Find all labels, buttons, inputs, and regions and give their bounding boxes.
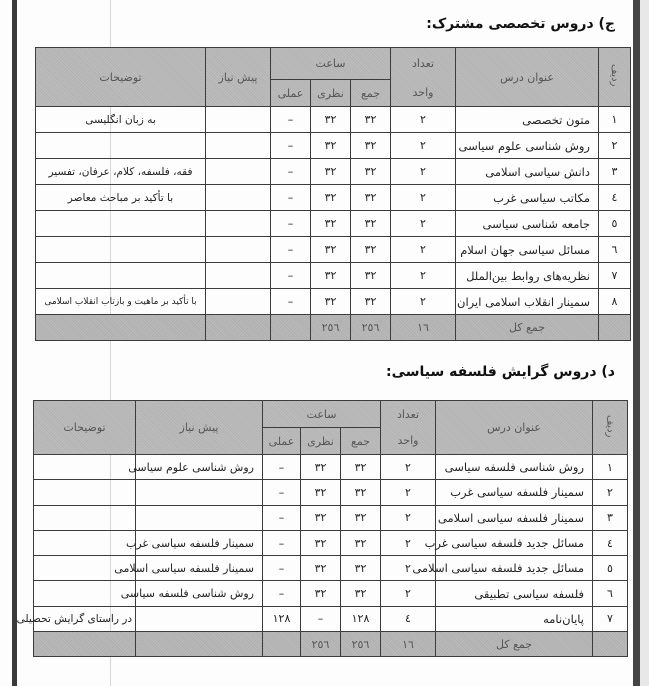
course-practical-hours: – — [271, 237, 311, 263]
header-hours: ساعت — [271, 48, 391, 80]
course-total-hours: ۳۲ — [341, 581, 381, 606]
course-prerequisite — [206, 211, 271, 237]
course-number: ٥ — [593, 556, 628, 581]
course-prerequisite — [136, 505, 263, 530]
course-row — [36, 237, 631, 263]
total-label: جمع کل — [436, 632, 593, 657]
course-number: ٥ — [599, 211, 631, 237]
course-number: ۸ — [599, 289, 631, 315]
course-number: ۱ — [593, 455, 628, 480]
section-c-title: ج) دروس تخصصی مشترک: — [426, 16, 615, 32]
course-practical-hours: – — [271, 289, 311, 315]
course-theory-hours: ۳۲ — [301, 530, 341, 555]
course-number: ۲ — [593, 480, 628, 505]
course-practical-hours: – — [263, 556, 301, 581]
header-course-title: عنوان درس — [436, 401, 593, 455]
header-total: جمع — [351, 80, 391, 107]
course-theory-hours: ۳۲ — [311, 289, 351, 315]
section-d-title: د) دروس گرایش فلسفه سیاسی: — [385, 364, 615, 380]
course-prerequisite — [206, 133, 271, 159]
course-units: ۲ — [381, 505, 436, 530]
course-total-hours: ۳۲ — [341, 530, 381, 555]
header-theory: نظری — [311, 80, 351, 107]
course-units: ۲ — [391, 237, 456, 263]
course-number: ۲ — [599, 133, 631, 159]
course-total-hours: ۳۲ — [351, 107, 391, 133]
common-specialized-courses-table — [35, 47, 631, 341]
course-title: روش شناسی فلسفه سیاسی — [436, 455, 593, 480]
course-units: ۲ — [381, 455, 436, 480]
header-radif: ردیف — [593, 401, 628, 455]
header-total: جمع — [341, 428, 381, 455]
course-units: ۲ — [391, 211, 456, 237]
course-prerequisite — [136, 606, 263, 631]
course-number: ۷ — [593, 606, 628, 631]
course-practical-hours: – — [271, 159, 311, 185]
course-notes — [36, 133, 206, 159]
course-total-hours: ۳۲ — [351, 133, 391, 159]
course-units: ٤ — [381, 606, 436, 631]
header-units-line2: واحد — [381, 428, 436, 455]
total-practical — [263, 632, 301, 657]
total-prereq — [206, 315, 271, 341]
course-row — [36, 133, 631, 159]
course-theory-hours: ۳۲ — [301, 480, 341, 505]
course-row — [34, 505, 628, 530]
political-philosophy-courses-table — [16, 400, 628, 657]
total-hours: ۲٥٦ — [341, 632, 381, 657]
header-practical: عملی — [263, 428, 301, 455]
course-number: ۳ — [593, 505, 628, 530]
course-theory-hours: ۳۲ — [311, 237, 351, 263]
course-row — [34, 480, 628, 505]
course-number: ٤ — [599, 185, 631, 211]
course-practical-hours: – — [271, 185, 311, 211]
header-units-line2: واحد — [391, 80, 456, 107]
course-notes — [34, 455, 136, 480]
course-theory-hours: ۳۲ — [311, 263, 351, 289]
course-title: مسائل جدید فلسفه سیاسی غرب — [436, 530, 593, 555]
header-units-line1: تعداد — [391, 48, 456, 80]
header-notes: توضیحات — [34, 401, 136, 455]
course-number: ٦ — [593, 581, 628, 606]
header-radif: ردیف — [599, 48, 631, 107]
total-theory: ۲٥٦ — [311, 315, 351, 341]
course-title: جامعه شناسی سیاسی — [456, 211, 599, 237]
course-units: ۲ — [391, 107, 456, 133]
header-units-line1: تعداد — [381, 401, 436, 428]
course-practical-hours: – — [263, 505, 301, 530]
course-number: ۱ — [599, 107, 631, 133]
course-practical-hours: – — [271, 133, 311, 159]
course-title: مسائل سیاسی جهان اسلام — [456, 237, 599, 263]
course-prerequisite — [206, 107, 271, 133]
course-practical-hours: – — [271, 263, 311, 289]
course-practical-hours: – — [271, 211, 311, 237]
course-units: ۲ — [381, 480, 436, 505]
course-notes — [36, 211, 206, 237]
course-prerequisite — [206, 159, 271, 185]
total-radif — [599, 315, 631, 341]
course-units: ۲ — [391, 185, 456, 211]
total-hours: ۲٥٦ — [351, 315, 391, 341]
total-notes — [34, 632, 136, 657]
course-title: متون تخصصی — [456, 107, 599, 133]
header-hours: ساعت — [263, 401, 381, 428]
course-notes — [36, 263, 206, 289]
total-units: ١٦ — [391, 315, 456, 341]
total-radif — [593, 632, 628, 657]
course-total-hours: ۳۲ — [341, 480, 381, 505]
course-total-hours: ۳۲ — [351, 211, 391, 237]
scan-edge-right — [633, 0, 640, 686]
course-notes: با تأکید بر ماهیت و بازتاب انقلاب اسلامی — [36, 289, 206, 315]
course-title: نظریه‌های روابط بین‌الملل — [456, 263, 599, 289]
course-practical-hours: – — [263, 530, 301, 555]
course-practical-hours: ۱۲۸ — [263, 606, 301, 631]
course-prerequisite — [206, 185, 271, 211]
header-prerequisite: پیش نیاز — [136, 401, 263, 455]
course-row — [36, 263, 631, 289]
course-total-hours: ۳۲ — [351, 263, 391, 289]
course-title: فلسفه سیاسی تطبیقی — [436, 581, 593, 606]
course-total-hours: ۳۲ — [351, 185, 391, 211]
course-notes: در راستای گرایش تحصیلی — [34, 606, 136, 631]
header-notes: توضیحات — [36, 48, 206, 107]
course-notes — [34, 480, 136, 505]
course-total-hours: ۳۲ — [341, 455, 381, 480]
total-prereq — [136, 632, 263, 657]
course-units: ۲ — [391, 159, 456, 185]
scan-edge-left — [12, 0, 17, 686]
total-theory: ۲٥٦ — [301, 632, 341, 657]
course-title: پایان‌نامه — [436, 606, 593, 631]
course-units: ۲ — [391, 263, 456, 289]
course-row — [36, 159, 631, 185]
course-title: مکاتب سیاسی غرب — [456, 185, 599, 211]
course-notes — [34, 505, 136, 530]
course-prerequisite: سمینار فلسفه سیاسی اسلامی — [136, 556, 263, 581]
course-theory-hours: ۳۲ — [311, 133, 351, 159]
course-row — [36, 289, 631, 315]
header-practical: عملی — [271, 80, 311, 107]
course-number: ٤ — [593, 530, 628, 555]
course-notes: فقه، فلسفه، کلام، عرفان، تفسیر — [36, 159, 206, 185]
course-notes — [34, 530, 136, 555]
course-title: مسائل جدید فلسفه سیاسی اسلامی — [436, 556, 593, 581]
course-practical-hours: – — [263, 455, 301, 480]
course-title: سمینار فلسفه سیاسی اسلامی — [436, 505, 593, 530]
course-number: ۳ — [599, 159, 631, 185]
course-units: ۲ — [381, 530, 436, 555]
course-title: روش شناسی علوم سیاسی — [456, 133, 599, 159]
course-practical-hours: – — [271, 107, 311, 133]
course-prerequisite — [136, 480, 263, 505]
course-title: سمینار انقلاب اسلامی ایران — [456, 289, 599, 315]
course-row — [36, 107, 631, 133]
grand-total-row — [34, 632, 628, 657]
total-notes — [36, 315, 206, 341]
grand-total-row — [36, 315, 631, 341]
course-row — [34, 581, 628, 606]
total-label: جمع کل — [456, 315, 599, 341]
total-practical — [271, 315, 311, 341]
course-row — [34, 530, 628, 555]
course-row — [36, 211, 631, 237]
header-row — [34, 401, 628, 428]
course-units: ۲ — [391, 289, 456, 315]
course-total-hours: ۱۲۸ — [341, 606, 381, 631]
course-number: ٦ — [599, 237, 631, 263]
header-course-title: عنوان درس — [456, 48, 599, 107]
header-theory: نظری — [301, 428, 341, 455]
course-total-hours: ۳۲ — [351, 159, 391, 185]
course-prerequisite: روش شناسی فلسفه سیاسی — [136, 581, 263, 606]
course-title: دانش سیاسی اسلامی — [456, 159, 599, 185]
course-theory-hours: ۳۲ — [301, 556, 341, 581]
course-practical-hours: – — [263, 480, 301, 505]
course-row — [34, 606, 628, 631]
course-prerequisite — [206, 237, 271, 263]
course-theory-hours: ۳۲ — [301, 455, 341, 480]
course-total-hours: ۳۲ — [351, 289, 391, 315]
course-number: ۷ — [599, 263, 631, 289]
course-total-hours: ۳۲ — [341, 556, 381, 581]
course-notes: با تأکید بر مباحث معاصر — [36, 185, 206, 211]
course-theory-hours: ۳۲ — [301, 505, 341, 530]
course-prerequisite — [206, 289, 271, 315]
course-theory-hours: ۳۲ — [311, 159, 351, 185]
course-units: ۲ — [381, 581, 436, 606]
course-theory-hours: – — [301, 606, 341, 631]
course-theory-hours: ۳۲ — [311, 107, 351, 133]
course-practical-hours: – — [263, 581, 301, 606]
course-theory-hours: ۳۲ — [301, 581, 341, 606]
course-row — [34, 556, 628, 581]
course-row — [34, 455, 628, 480]
course-row — [36, 185, 631, 211]
course-theory-hours: ۳۲ — [311, 185, 351, 211]
course-prerequisite: روش شناسی علوم سیاسی — [136, 455, 263, 480]
course-title: سمینار فلسفه سیاسی غرب — [436, 480, 593, 505]
course-prerequisite — [206, 263, 271, 289]
total-units: ١٦ — [381, 632, 436, 657]
course-notes: به زبان انگلیسی — [36, 107, 206, 133]
header-row — [36, 48, 631, 80]
course-notes — [36, 237, 206, 263]
course-theory-hours: ۳۲ — [311, 211, 351, 237]
course-total-hours: ۳۲ — [341, 505, 381, 530]
course-total-hours: ۳۲ — [351, 237, 391, 263]
course-units: ۲ — [381, 556, 436, 581]
course-prerequisite: سمینار فلسفه سیاسی غرب — [136, 530, 263, 555]
header-prerequisite: پیش نیاز — [206, 48, 271, 107]
course-units: ۲ — [391, 133, 456, 159]
